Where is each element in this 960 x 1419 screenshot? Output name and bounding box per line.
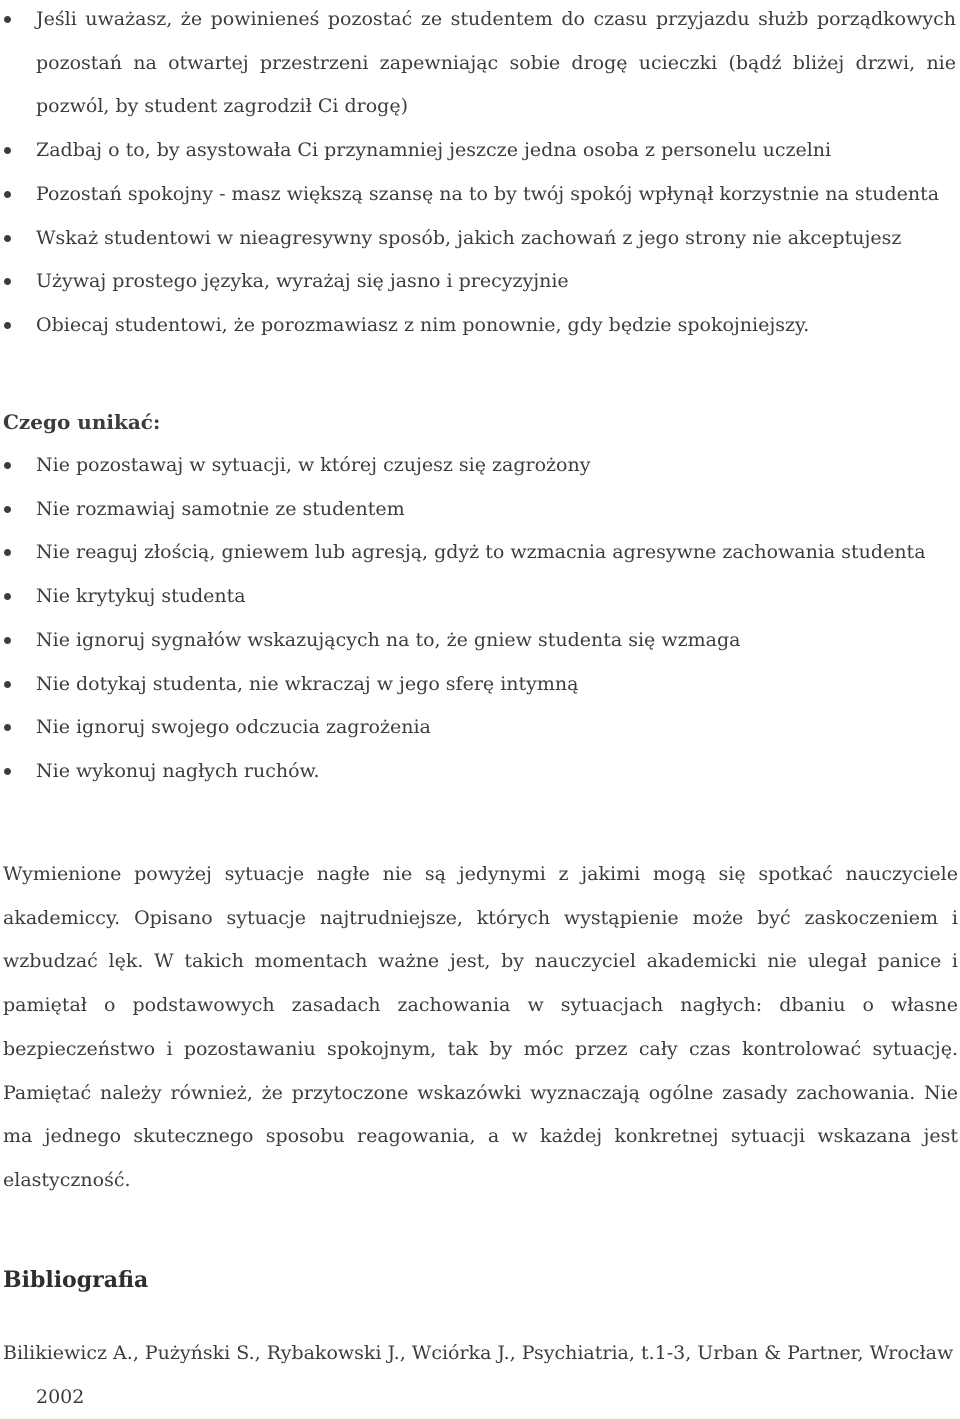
recommendations-list <box>0 0 958 348</box>
bibliography-heading: Bibliografia <box>3 1267 149 1293</box>
bullet-icon <box>4 16 11 23</box>
bullet-icon <box>4 147 11 154</box>
bibliography-entry: Bilikiewicz A., Pużyński S., Rybakowski J., Wciórka J., Psychiatria, t.1-3, Urban & Partner, Wrocław 2002 <box>3 1342 954 1408</box>
list-item-text: Używaj prostego języka, wyrażaj się jasno i precyzyjnie <box>36 270 569 293</box>
bullet-icon <box>4 768 11 775</box>
list-item <box>0 750 958 794</box>
bullet-icon <box>4 681 11 688</box>
bullet-icon <box>4 191 11 198</box>
list-item-text: Nie ignoruj swojego odczucia zagrożenia <box>36 716 431 739</box>
list-item-text: Wskaż studentowi w nieagresywny sposób, jakich zachowań z jego strony nie akceptujesz <box>36 226 902 249</box>
list-item-text: Nie ignoruj sygnałów wskazujących na to, że gniew studenta się wzmaga <box>36 628 741 651</box>
bullet-icon <box>4 506 11 513</box>
list-item <box>0 531 958 575</box>
list-item-text: Zadbaj o to, by asystowała Ci przynamniej jeszcze jedna osoba z personelu uczelni <box>36 139 832 162</box>
list-item-text: Nie reaguj złością, gniewem lub agresją, gdyż to wzmacnia agresywne zachowania studenta <box>36 541 926 564</box>
bullet-icon <box>4 322 11 329</box>
bullet-icon <box>4 637 11 644</box>
list-item-text: Nie pozostawaj w sytuacji, w której czujesz się zagrożony <box>36 454 591 476</box>
list-item <box>0 575 958 619</box>
list-item <box>0 217 958 261</box>
list-item-text: Nie krytykuj studenta <box>36 585 246 608</box>
bullet-icon <box>4 549 11 556</box>
list-item-text: Nie rozmawiaj samotnie ze studentem <box>36 497 405 520</box>
bullet-icon <box>4 593 11 600</box>
list-item <box>0 173 958 217</box>
bullet-icon <box>4 724 11 731</box>
section-heading-avoid: Czego unikać: <box>3 410 161 434</box>
list-item-text: Obiecaj studentowi, że porozmawiasz z nim ponownie, gdy będzie spokojniejszy. <box>36 313 810 336</box>
list-item-text: Jeśli uważasz, że powinieneś pozostać ze studentem do czasu przyjazdu służb porządkowych pozostań na otwartej przestrzeni zapewniając sobie drogę ucieczki (bądź bliżej drzwi, nie pozwól, by student zagrodził Ci drogę) <box>36 8 956 118</box>
bullet-icon <box>4 278 11 285</box>
list-item <box>0 304 958 348</box>
list-item <box>0 444 958 488</box>
avoid-list <box>0 444 958 794</box>
bullet-icon <box>4 462 11 469</box>
bullet-icon <box>4 235 11 242</box>
list-item <box>0 706 958 750</box>
list-item <box>0 0 958 129</box>
list-item <box>0 619 958 663</box>
list-item-text: Nie dotykaj studenta, nie wkraczaj w jego sferę intymną <box>36 672 579 695</box>
list-item <box>0 488 958 532</box>
list-item <box>0 663 958 707</box>
summary-paragraph: Wymienione powyżej sytuacje nagłe nie są jedynymi z jakimi mogą się spotkać nauczyciele akademiccy. Opisano sytuacje najtrudniejsze, których wystąpienie może być zaskoczeniem i wzbudzać lęk. W takich momentach ważne jest, by nauczyciel akademicki nie ulegał panice i pamiętał o podstawowych zasadach zachowania w sytuacjach nagłych: dbaniu o własne bezpieczeństwo i pozostawaniu spokojnym, tak by móc przez cały czas kontrolować sytuację. Pamiętać należy również, że przytoczone wskazówki wyznaczają ogólne zasady zachowania. Nie ma jednego skutecznego sposobu reagowania, a w każdej konkretnej sytuacji wskazana jest elastyczność. <box>3 863 958 1191</box>
list-item-text: Nie wykonuj nagłych ruchów. <box>36 759 320 782</box>
list-item-text: Pozostań spokojny - masz większą szansę na to by twój spokój wpłynął korzystnie na studenta <box>36 182 940 205</box>
list-item <box>0 129 958 173</box>
list-item <box>0 260 958 304</box>
